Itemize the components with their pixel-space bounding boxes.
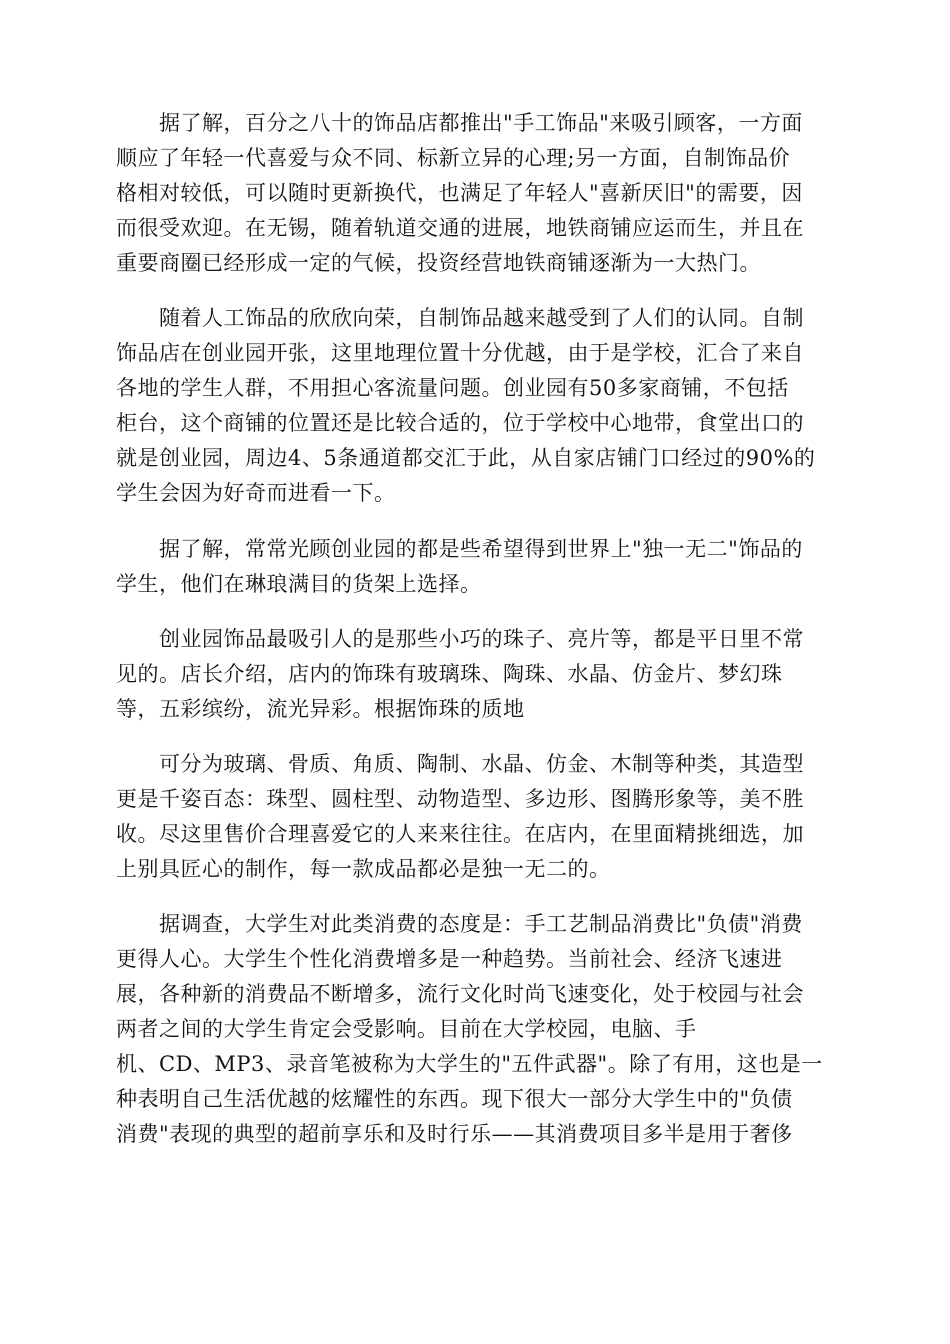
text-line: 格相对较低，可以随时更新换代，也满足了年轻人"喜新厌旧"的需要，因 <box>116 181 803 205</box>
document-page <box>116 106 836 1152</box>
text-line: 可分为玻璃、骨质、角质、陶制、水晶、仿金、木制等种类，其造型 <box>116 752 804 776</box>
text-line: 顺应了年轻一代喜爱与众不同、标新立异的心理;另一方面，自制饰品价 <box>116 146 791 170</box>
text-line: 两者之间的大学生肯定会受影响。目前在大学校园，电脑、手 <box>116 1017 697 1041</box>
text-line: 饰品店在创业园开张，这里地理位置十分优越，由于是学校，汇合了来自 <box>116 341 804 365</box>
text-line: 消费"表现的典型的超前享乐和及时行乐——其消费项目多半是用于奢侈 <box>116 1122 793 1146</box>
text-line: 学生，他们在琳琅满目的货架上选择。 <box>116 572 482 596</box>
text-line: 学生会因为好奇而进看一下。 <box>116 481 396 505</box>
text-line: 创业园饰品最吸引人的是那些小巧的珠子、亮片等，都是平日里不常 <box>116 627 804 651</box>
paragraph-5 <box>116 747 836 887</box>
text-line: 随着人工饰品的欣欣向荣，自制饰品越来越受到了人们的认同。自制 <box>116 306 804 330</box>
text-line: 等，五彩缤纷，流光异彩。根据饰珠的质地 <box>116 697 525 721</box>
paragraph-6 <box>116 907 836 1152</box>
text-line: 机、CD、MP3、录音笔被称为大学生的"五件武器"。除了有用，这也是一 <box>116 1052 823 1076</box>
text-line: 各地的学生人群，不用担心客流量问题。创业园有50多家商铺，不包括 <box>116 376 789 400</box>
text-line: 据了解，百分之八十的饰品店都推出"手工饰品"来吸引顾客，一方面 <box>116 111 803 135</box>
text-line: 就是创业园，周边4、5条通道都交汇于此，从自家店铺门口经过的90%的 <box>116 446 816 470</box>
text-line: 更是千姿百态：珠型、圆柱型、动物造型、多边形、图腾形象等，美不胜 <box>116 787 804 811</box>
text-line: 收。尽这里售价合理喜爱它的人来来往往。在店内，在里面精挑细选，加 <box>116 822 804 846</box>
paragraph-1 <box>116 106 836 281</box>
text-line: 而很受欢迎。在无锡，随着轨道交通的进展，地铁商铺应运而生，并且在 <box>116 216 804 240</box>
text-line: 柜台，这个商铺的位置还是比较合适的，位于学校中心地带，食堂出口的 <box>116 411 804 435</box>
text-line: 上别具匠心的制作，每一款成品都必是独一无二的。 <box>116 857 611 881</box>
text-line: 见的。店长介绍，店内的饰珠有玻璃珠、陶珠、水晶、仿金片、梦幻珠 <box>116 662 783 686</box>
paragraph-2 <box>116 301 836 511</box>
text-line: 重要商圈已经形成一定的气候，投资经营地铁商铺逐渐为一大热门。 <box>116 251 761 275</box>
text-line: 更得人心。大学生个性化消费增多是一种趋势。当前社会、经济飞速进 <box>116 947 783 971</box>
paragraph-4 <box>116 622 836 727</box>
paragraph-3 <box>116 532 836 602</box>
text-line: 展，各种新的消费品不断增多，流行文化时尚飞速变化，处于校园与社会 <box>116 982 804 1006</box>
text-line: 种表明自己生活优越的炫耀性的东西。现下很大一部分大学生中的"负债 <box>116 1087 793 1111</box>
text-line: 据了解，常常光顾创业园的都是些希望得到世界上"独一无二"饰品的 <box>116 537 803 561</box>
text-line: 据调查，大学生对此类消费的态度是：手工艺制品消费比"负债"消费 <box>116 912 803 936</box>
